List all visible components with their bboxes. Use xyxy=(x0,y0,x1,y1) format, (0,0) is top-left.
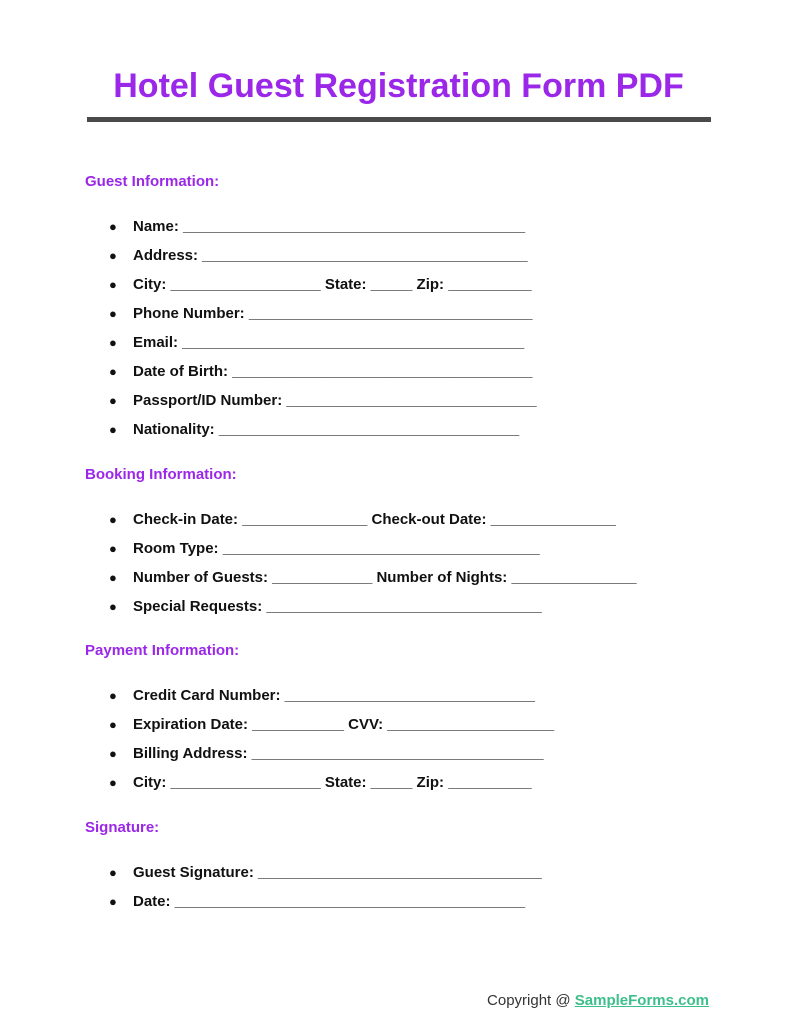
list-item xyxy=(108,537,637,566)
list-item xyxy=(108,771,554,800)
bullet-icon: ● xyxy=(109,746,117,761)
list-item xyxy=(108,595,637,624)
field-label: Phone Number: __________________________________ xyxy=(133,305,533,322)
field-label: Nationality: ____________________________________ xyxy=(133,421,520,438)
field-label: Room Type: ______________________________________ xyxy=(133,540,540,557)
field-label: Date: __________________________________________ xyxy=(133,893,526,910)
brand-link[interactable]: SampleForms.com xyxy=(574,992,709,1009)
field-label: Credit Card Number: ______________________________ xyxy=(133,687,535,704)
bullet-icon: ● xyxy=(109,775,117,790)
list-item xyxy=(108,890,542,919)
list-item xyxy=(108,215,537,244)
section-heading-guest-information: Guest Information: xyxy=(85,173,220,190)
list-item xyxy=(108,360,537,389)
bullet-icon: ● xyxy=(109,422,117,437)
bullet-icon: ● xyxy=(109,277,117,292)
list-item xyxy=(108,713,554,742)
bullet-icon: ● xyxy=(109,717,117,732)
field-label: Expiration Date: ___________ CVV: ____________________ xyxy=(133,716,555,733)
list-item xyxy=(108,273,537,302)
list-item xyxy=(108,861,542,890)
field-label: Date of Birth: ____________________________________ xyxy=(133,363,533,380)
bullet-icon: ● xyxy=(109,894,117,909)
title-divider xyxy=(87,117,711,122)
list-item xyxy=(108,244,537,273)
bullet-icon: ● xyxy=(109,512,117,527)
bullet-icon: ● xyxy=(109,248,117,263)
list-item xyxy=(108,684,554,713)
field-list-signature xyxy=(108,861,542,919)
field-list-payment-information xyxy=(108,684,554,800)
field-label: Name: _________________________________________ xyxy=(133,218,526,235)
bullet-icon: ● xyxy=(109,364,117,379)
field-list-booking-information xyxy=(108,508,637,624)
bullet-icon: ● xyxy=(109,306,117,321)
list-item xyxy=(108,742,554,771)
section-heading-booking-information: Booking Information: xyxy=(85,466,237,483)
section-heading-payment-information: Payment Information: xyxy=(85,642,240,659)
page-title: Hotel Guest Registration Form PDF xyxy=(113,67,684,105)
bullet-icon: ● xyxy=(109,335,117,350)
list-item xyxy=(108,508,637,537)
bullet-icon: ● xyxy=(109,599,117,614)
copyright-text: Copyright @ xyxy=(487,992,575,1009)
list-item xyxy=(108,389,537,418)
field-label: Billing Address: ___________________________________ xyxy=(133,745,544,762)
bullet-icon: ● xyxy=(109,541,117,556)
field-label: City: __________________ State: _____ Zip: __________ xyxy=(133,774,532,791)
footer-copyright xyxy=(487,992,709,1009)
list-item xyxy=(108,331,537,360)
field-label: Guest Signature: __________________________________ xyxy=(133,864,542,881)
list-item xyxy=(108,302,537,331)
list-item xyxy=(108,566,637,595)
bullet-icon: ● xyxy=(109,393,117,408)
section-heading-signature: Signature: xyxy=(85,819,160,836)
field-label: Address: _______________________________________ xyxy=(133,247,528,264)
field-label: Number of Guests: ____________ Number of Nights: _______________ xyxy=(133,569,637,586)
bullet-icon: ● xyxy=(109,865,117,880)
list-item xyxy=(108,418,537,447)
field-label: Special Requests: _________________________________ xyxy=(133,598,542,615)
field-label: Check-in Date: _______________ Check-out Date: _______________ xyxy=(133,511,616,528)
bullet-icon: ● xyxy=(109,688,117,703)
bullet-icon: ● xyxy=(109,570,117,585)
bullet-icon: ● xyxy=(109,219,117,234)
field-list-guest-information xyxy=(108,215,537,447)
field-label: Passport/ID Number: ______________________________ xyxy=(133,392,537,409)
field-label: Email: _________________________________________ xyxy=(133,334,525,351)
field-label: City: __________________ State: _____ Zip: __________ xyxy=(133,276,532,293)
